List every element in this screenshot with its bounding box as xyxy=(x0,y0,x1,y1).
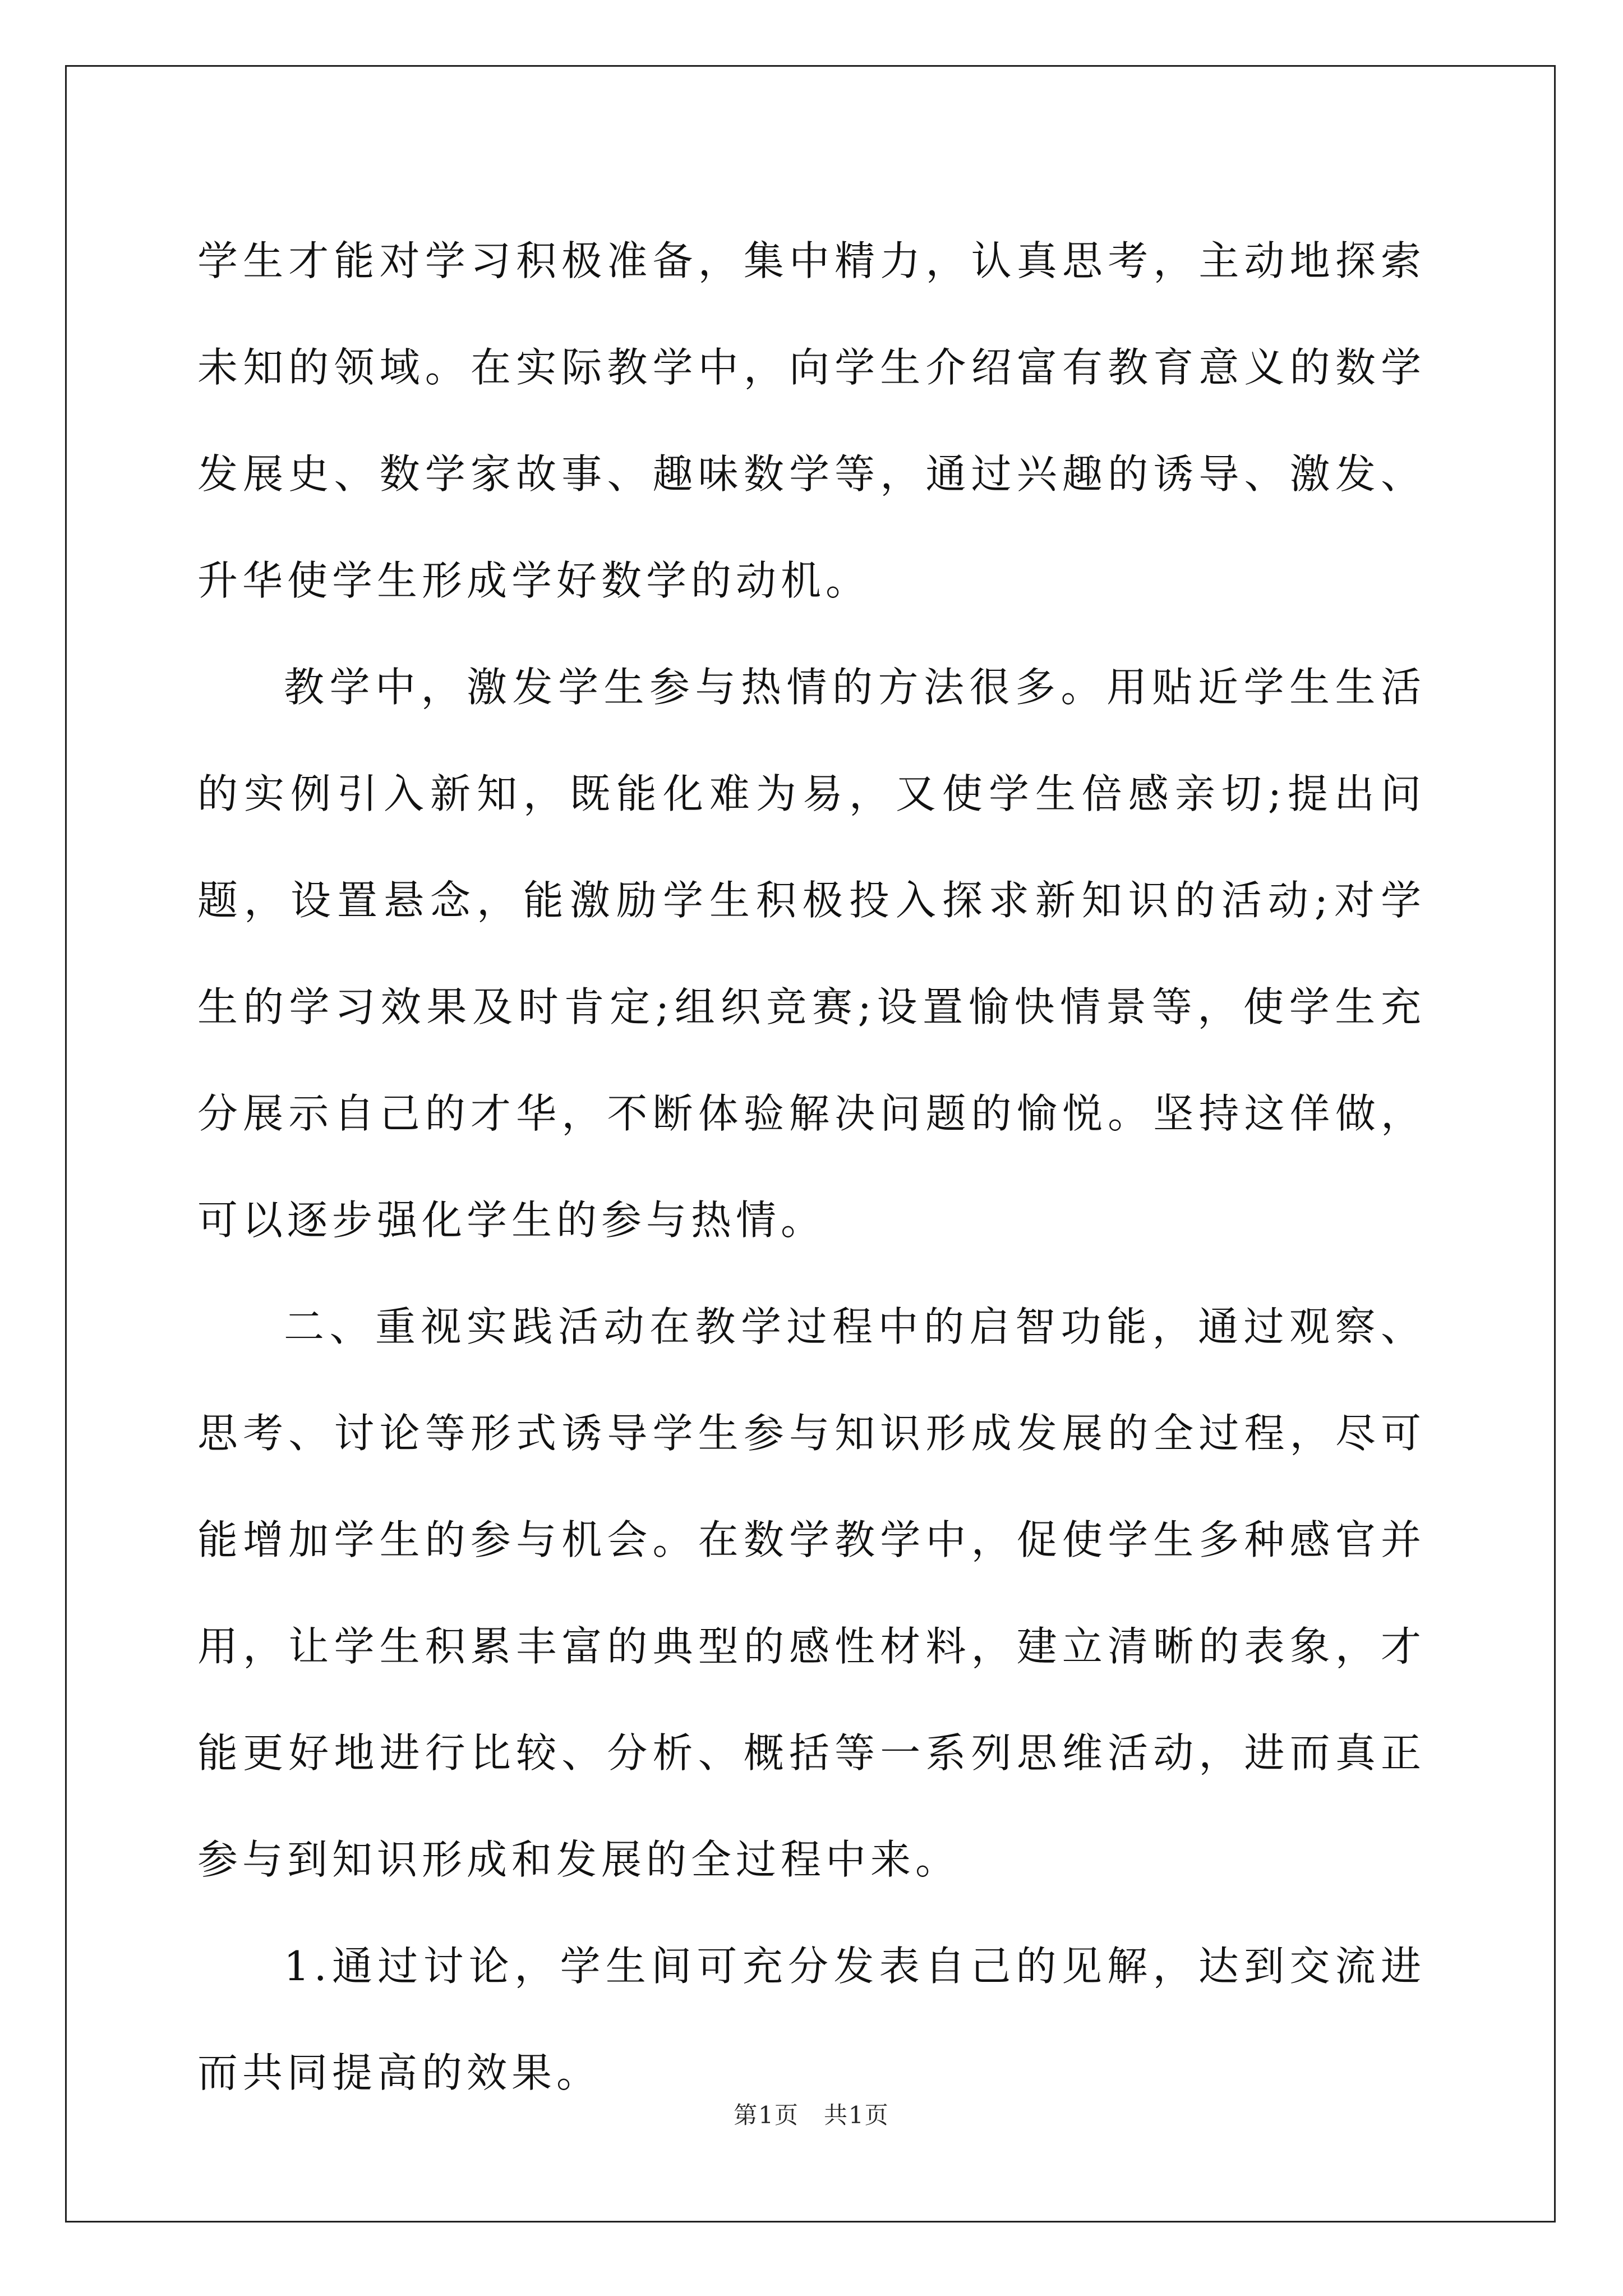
page-number-footer: 第1页 共1页 xyxy=(734,2101,889,2129)
paragraph-1: 学生才能对学习积极准备，集中精力，认真思考，主动地探索未知的领域。在实际教学中，向学生介绍富有教育意义的数学发展史、数学家故事、趣味数学等，通过兴趣的诱导、激发、升华使学生形成学好数学的动机。 xyxy=(197,237,1426,604)
paragraph-2: 教学中，激发学生参与热情的方法很多。用贴近学生生活的实例引入新知，既能化难为易，又使学生倍感亲切;提出问题，设置悬念，能激励学生积极投入探求新知识的活动;对学生的学习效果及时肯定;组织竞赛;设置愉快情景等，使学生充分展示自己的才华，不断体验解决问题的愉悦。坚持这佯做，可以逐步强化学生的参与热情。 xyxy=(197,664,1426,1244)
document-body xyxy=(197,208,1426,2126)
paragraph-4: 1.通过讨论，学生间可充分发表自己的见解，达到交流进而共同提高的效果。 xyxy=(197,1943,1426,2096)
paragraph-3: 二、重视实践活动在教学过程中的启智功能，通过观察、思考、讨论等形式诱导学生参与知识形成发展的全过程，尽可能增加学生的参与机会。在数学教学中，促使学生多种感官并用，让学生积累丰富的典型的感性材料，建立清晰的表象，才能更好地进行比较、分析、概括等一系列思维活动，进而真正参与到知识形成和发展的全过程中来。 xyxy=(197,1303,1426,1883)
